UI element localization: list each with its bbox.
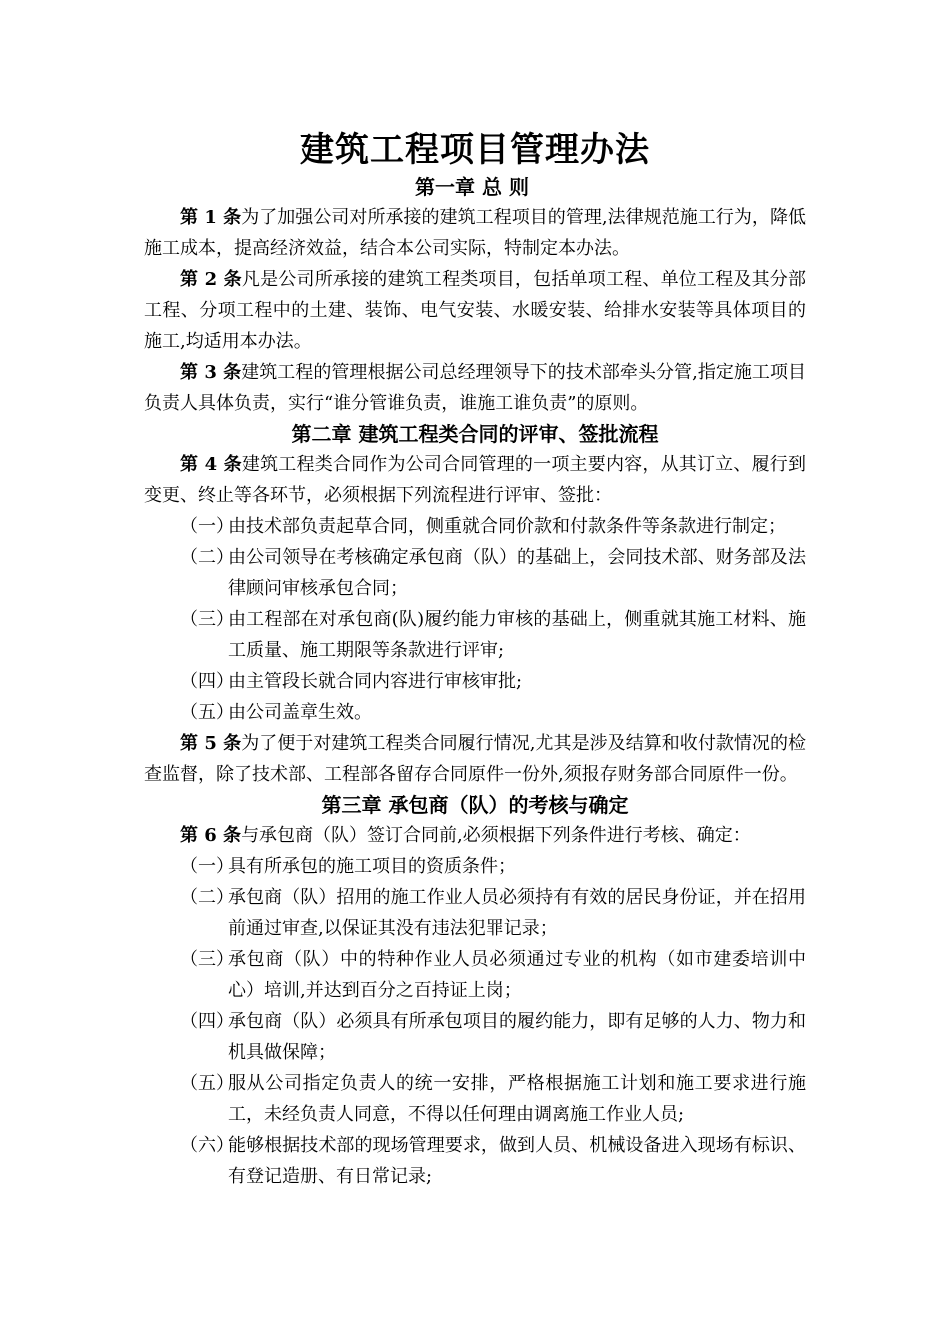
list-item-number: （二） (180, 547, 234, 568)
article-5-text: 为了便于对建筑工程类合同履行情况,尤其是涉及结算和收付款情况的检查监督，除了技术部、工程部各留存合同原件一份外,须报存财务部合同原件一份。 (144, 733, 807, 785)
document-body (144, 128, 806, 1192)
article-6-list (180, 851, 806, 1192)
chapter-1-title: 第一章 总 则 (415, 175, 529, 199)
article-6-text: 与承包商（队）签订合同前,必须根据下列条件进行考核、确定： (241, 825, 751, 846)
list-item-text: 由技术部负责起草合同，侧重就合同价款和付款条件等条款进行制定； (228, 516, 786, 537)
chapter-3-title: 第三章 承包商（队）的考核与确定 (321, 793, 629, 817)
article-3-label: 第 3 条 (180, 362, 242, 383)
article-6 (144, 820, 806, 851)
document-title: 建筑工程项目管理办法 (300, 130, 650, 170)
article-1 (144, 202, 806, 264)
list-item-text: 承包商（队）中的特种作业人员必须通过专业的机构（如市建委培训中心）培训,并达到百分之百持证上岗； (228, 949, 806, 1001)
article-1-label: 第 1 条 (180, 207, 242, 228)
list-item-text: 承包商（队）招用的施工作业人员必须持有有效的居民身份证，并在招用前通过审查,以保证其没有违法犯罪记录； (228, 887, 806, 939)
list-item-text: 服从公司指定负责人的统一安排，严格根据施工计划和施工要求进行施工，未经负责人同意，不得以任何理由调离施工作业人员; (228, 1073, 806, 1125)
article-4-label: 第 4 条 (180, 454, 242, 475)
list-item-text: 由公司领导在考核确定承包商（队）的基础上，会同技术部、财务部及法律顾问审核承包合同； (228, 547, 806, 599)
list-item-number: （三） (180, 949, 234, 970)
list-item (180, 1130, 806, 1192)
list-item (180, 666, 806, 697)
list-item (180, 1006, 806, 1068)
list-item-text: 由主管段长就合同内容进行审核审批; (228, 671, 523, 692)
list-item-number: （三） (180, 609, 234, 630)
chapter-2-title: 第二章 建筑工程类合同的评审、签批流程 (291, 422, 659, 446)
list-item-number: （一） (180, 516, 234, 537)
list-item-text: 由工程部在对承包商(队)履约能力审核的基础上，侧重就其施工材料、施工质量、施工期限等条款进行评审; (228, 609, 806, 661)
list-item-number: （二） (180, 887, 234, 908)
article-4-list (180, 511, 806, 728)
list-item (180, 697, 806, 728)
list-item-text: 由公司盖章生效。 (228, 702, 372, 723)
list-item (180, 882, 806, 944)
list-item-text: 能够根据技术部的现场管理要求，做到人员、机械设备进入现场有标识、有登记造册、有日常记录; (228, 1135, 806, 1187)
article-1-text: 为了加强公司对所承接的建筑工程项目的管理,法律规范施工行为，降低施工成本，提高经济效益，结合本公司实际，特制定本办法。 (144, 207, 807, 259)
article-3-text: 建筑工程的管理根据公司总经理领导下的技术部牵头分管,指定施工项目负责人具体负责，实行“谁分管谁负责，谁施工谁负责”的原则。 (144, 362, 807, 414)
list-item-text: 具有所承包的施工项目的资质条件； (228, 856, 516, 877)
list-item (180, 511, 806, 542)
list-item (180, 542, 806, 604)
list-item (180, 604, 806, 666)
article-6-label: 第 6 条 (180, 825, 242, 846)
list-item-text: 承包商（队）必须具有所承包项目的履约能力，即有足够的人力、物力和机具做保障； (228, 1011, 806, 1063)
article-5-label: 第 5 条 (180, 733, 242, 754)
list-item-number: （五） (180, 1073, 234, 1094)
list-item-number: （四） (180, 1011, 234, 1032)
article-2 (144, 264, 806, 357)
article-3 (144, 357, 806, 419)
article-2-label: 第 2 条 (180, 269, 242, 290)
article-2-text: 凡是公司所承接的建筑工程类项目，包括单项工程、单位工程及其分部工程、分项工程中的土建、装饰、电气安装、水暖安装、给排水安装等具体项目的施工,均适用本办法。 (144, 269, 806, 352)
list-item-number: （五） (180, 702, 234, 723)
list-item (180, 851, 806, 882)
list-item (180, 1068, 806, 1130)
list-item-number: （一） (180, 856, 234, 877)
article-4 (144, 449, 806, 511)
article-4-text: 建筑工程类合同作为公司合同管理的一项主要内容，从其订立、履行到变更、终止等各环节，必须根据下列流程进行评审、签批： (144, 454, 806, 506)
article-5 (144, 728, 806, 790)
list-item-number: （六） (180, 1135, 234, 1156)
list-item-number: （四） (180, 671, 234, 692)
list-item (180, 944, 806, 1006)
